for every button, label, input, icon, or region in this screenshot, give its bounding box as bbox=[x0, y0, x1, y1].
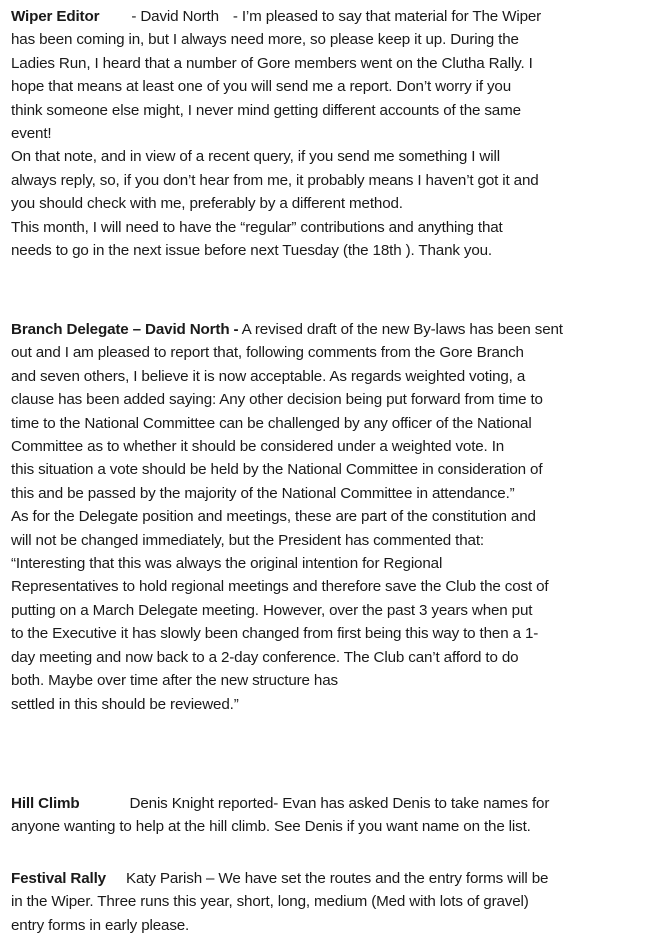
paragraph-line: this situation a vote should be held by the National Committee in consideration of bbox=[11, 461, 543, 479]
paragraph-line: This month, I will need to have the “regular” contributions and anything that bbox=[11, 218, 503, 236]
paragraph-line bbox=[11, 867, 548, 890]
paragraph-line: “Interesting that this was always the original intention for Regional bbox=[11, 555, 443, 573]
paragraph-line: time to the National Committee can be challenged by any officer of the National bbox=[11, 414, 532, 432]
paragraph-line: Committee as to whether it should be considered under a weighted vote. In bbox=[11, 438, 505, 456]
paragraph-line bbox=[11, 318, 563, 341]
paragraph-line: day meeting and now back to a 2-day conference. The Club can’t afford to do bbox=[11, 648, 519, 666]
section-festival-rally bbox=[11, 867, 548, 937]
paragraph-line: out and I am pleased to report that, following comments from the Gore Branch bbox=[11, 344, 524, 362]
paragraph-line: Ladies Run, I heard that a number of Gore members went on the Clutha Rally. I bbox=[11, 54, 533, 72]
section-hill-climb bbox=[11, 792, 549, 839]
paragraph-line: to the Executive it has slowly been changed from first being this way to then a 1- bbox=[11, 625, 539, 643]
paragraph-line: settled in this should be reviewed.” bbox=[11, 695, 239, 713]
paragraph-line: entry forms in early please. bbox=[11, 916, 190, 934]
paragraph-line: putting on a March Delegate meeting. However, over the past 3 years when put bbox=[11, 601, 533, 619]
paragraph-line: you should check with me, preferably by a different method. bbox=[11, 195, 403, 213]
paragraph-line bbox=[11, 5, 541, 28]
paragraph-line: always reply, so, if you don’t hear from me, it probably means I haven’t got it and bbox=[11, 171, 539, 189]
paragraph-line: anyone wanting to help at the hill climb. See Denis if you want name on the list. bbox=[11, 818, 531, 836]
paragraph-line: has been coming in, but I always need more, so please keep it up. During the bbox=[11, 31, 519, 49]
section-wiper-editor bbox=[11, 5, 541, 262]
paragraph-text: Katy Parish – We have set the routes and the entry forms will be bbox=[125, 870, 549, 887]
paragraph-line: On that note, and in view of a recent query, if you send me something I will bbox=[11, 148, 500, 166]
paragraph-text: A revised draft of the new By-laws has been sent bbox=[241, 321, 563, 338]
paragraph-line: needs to go in the next issue before next Tuesday (the 18th ). Thank you. bbox=[11, 242, 492, 260]
paragraph-line: As for the Delegate position and meetings, these are part of the constitution and bbox=[11, 508, 536, 526]
paragraph-line: hope that means at least one of you will send me a report. Don’t worry if you bbox=[11, 78, 512, 96]
paragraph-line: this and be passed by the majority of the National Committee in attendance.” bbox=[11, 484, 515, 502]
section-heading: Branch Delegate – David North - bbox=[11, 321, 239, 338]
section-heading: Festival Rally bbox=[11, 870, 106, 887]
paragraph-line: think someone else might, I never mind getting different accounts of the same bbox=[11, 101, 521, 119]
section-branch-delegate bbox=[11, 318, 563, 716]
paragraph-line: event! bbox=[11, 125, 52, 143]
paragraph-line: clause has been added saying: Any other decision being put forward from time to bbox=[11, 391, 543, 409]
paragraph-line: both. Maybe over time after the new structure has bbox=[11, 672, 338, 690]
paragraph-line: and seven others, I believe it is now acceptable. As regards weighted voting, a bbox=[11, 367, 526, 385]
paragraph-line: will not be changed immediately, but the President has commented that: bbox=[11, 531, 484, 549]
paragraph-text: - I’m pleased to say that material for The Wiper bbox=[232, 8, 542, 25]
paragraph-line: Representatives to hold regional meetings and therefore save the Club the cost of bbox=[11, 578, 549, 596]
paragraph-line: in the Wiper. Three runs this year, short, long, medium (Med with lots of gravel) bbox=[11, 893, 529, 911]
author-name: - David North bbox=[131, 8, 219, 25]
section-heading: Hill Climb bbox=[11, 795, 80, 812]
paragraph-line bbox=[11, 792, 549, 815]
paragraph-text: Denis Knight reported- Evan has asked Denis to take names for bbox=[129, 795, 550, 812]
section-heading: Wiper Editor bbox=[11, 8, 100, 25]
